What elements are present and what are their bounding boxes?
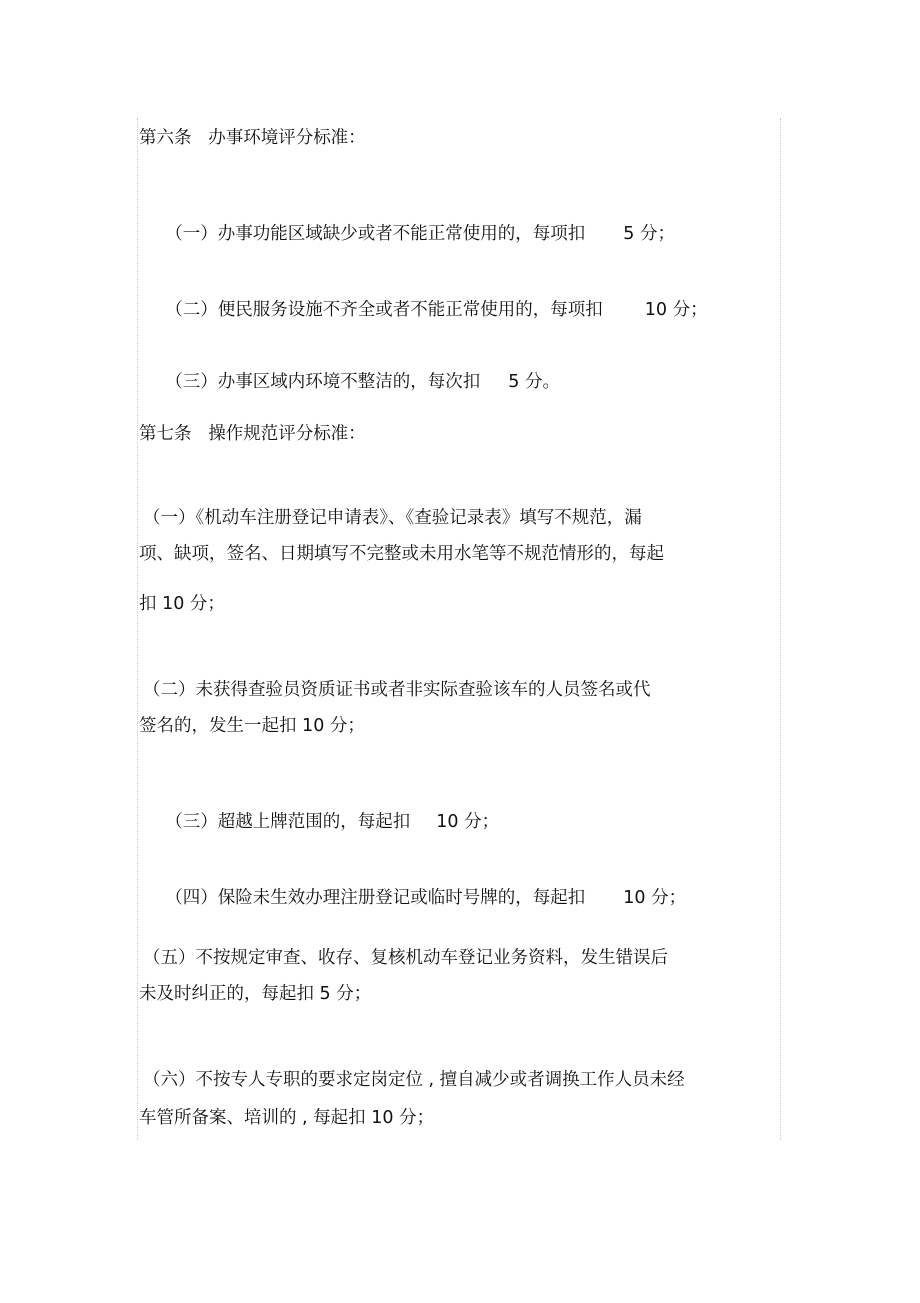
item-line: （二）未获得查验员资质证书或者非实际查验该车的人员签名或代 <box>143 680 651 700</box>
article-6-item-2 <box>143 274 708 346</box>
item-line: 签名的，发生一起扣 10 分； <box>139 716 365 736</box>
item-score: 10 分； <box>436 812 500 832</box>
article-7-item-3 <box>143 786 499 858</box>
item-line: 项、缺项，签名、日期填写不完整或未用水笔等不规范情形的，每起 <box>139 544 664 564</box>
item-text: （三）办事区域内环境不整洁的，每次扣 <box>165 372 481 392</box>
item-text: （一）办事功能区域缺少或者不能正常使用的，每项扣 <box>165 224 586 244</box>
article-6-item-3 <box>143 346 560 418</box>
page-margin-guide-left <box>137 118 138 1140</box>
article-6-item-1 <box>143 198 675 270</box>
article-6-heading: 第六条 办事环境评分标准： <box>139 128 366 148</box>
item-score: 10 分； <box>623 888 687 908</box>
item-line: （五）不按规定审查、收存、复核机动车登记业务资料，发生错误后 <box>143 948 668 968</box>
item-text: （二）便民服务设施不齐全或者不能正常使用的，每项扣 <box>165 300 603 320</box>
item-score: 5 分； <box>623 224 675 244</box>
item-line: 扣 10 分； <box>139 594 225 614</box>
item-line: （一）《机动车注册登记申请表》、《查验记录表》填写不规范，漏 <box>143 508 642 528</box>
article-7-heading: 第七条 操作规范评分标准： <box>139 424 366 444</box>
item-line: 未及时纠正的，每起扣 5 分； <box>139 984 372 1004</box>
article-7-item-4 <box>143 862 686 934</box>
item-score: 5 分。 <box>508 372 560 392</box>
page-margin-guide-right <box>780 118 781 1140</box>
item-text: （三）超越上牌范围的，每起扣 <box>165 812 411 832</box>
item-score: 10 分； <box>644 300 708 320</box>
item-text: （四）保险未生效办理注册登记或临时号牌的，每起扣 <box>165 888 586 908</box>
item-line: （六）不按专人专职的要求定岗定位 , 擅自减少或者调换工作人员未经 <box>143 1070 685 1090</box>
item-line: 车管所备案、培训的 , 每起扣 10 分； <box>139 1108 435 1128</box>
